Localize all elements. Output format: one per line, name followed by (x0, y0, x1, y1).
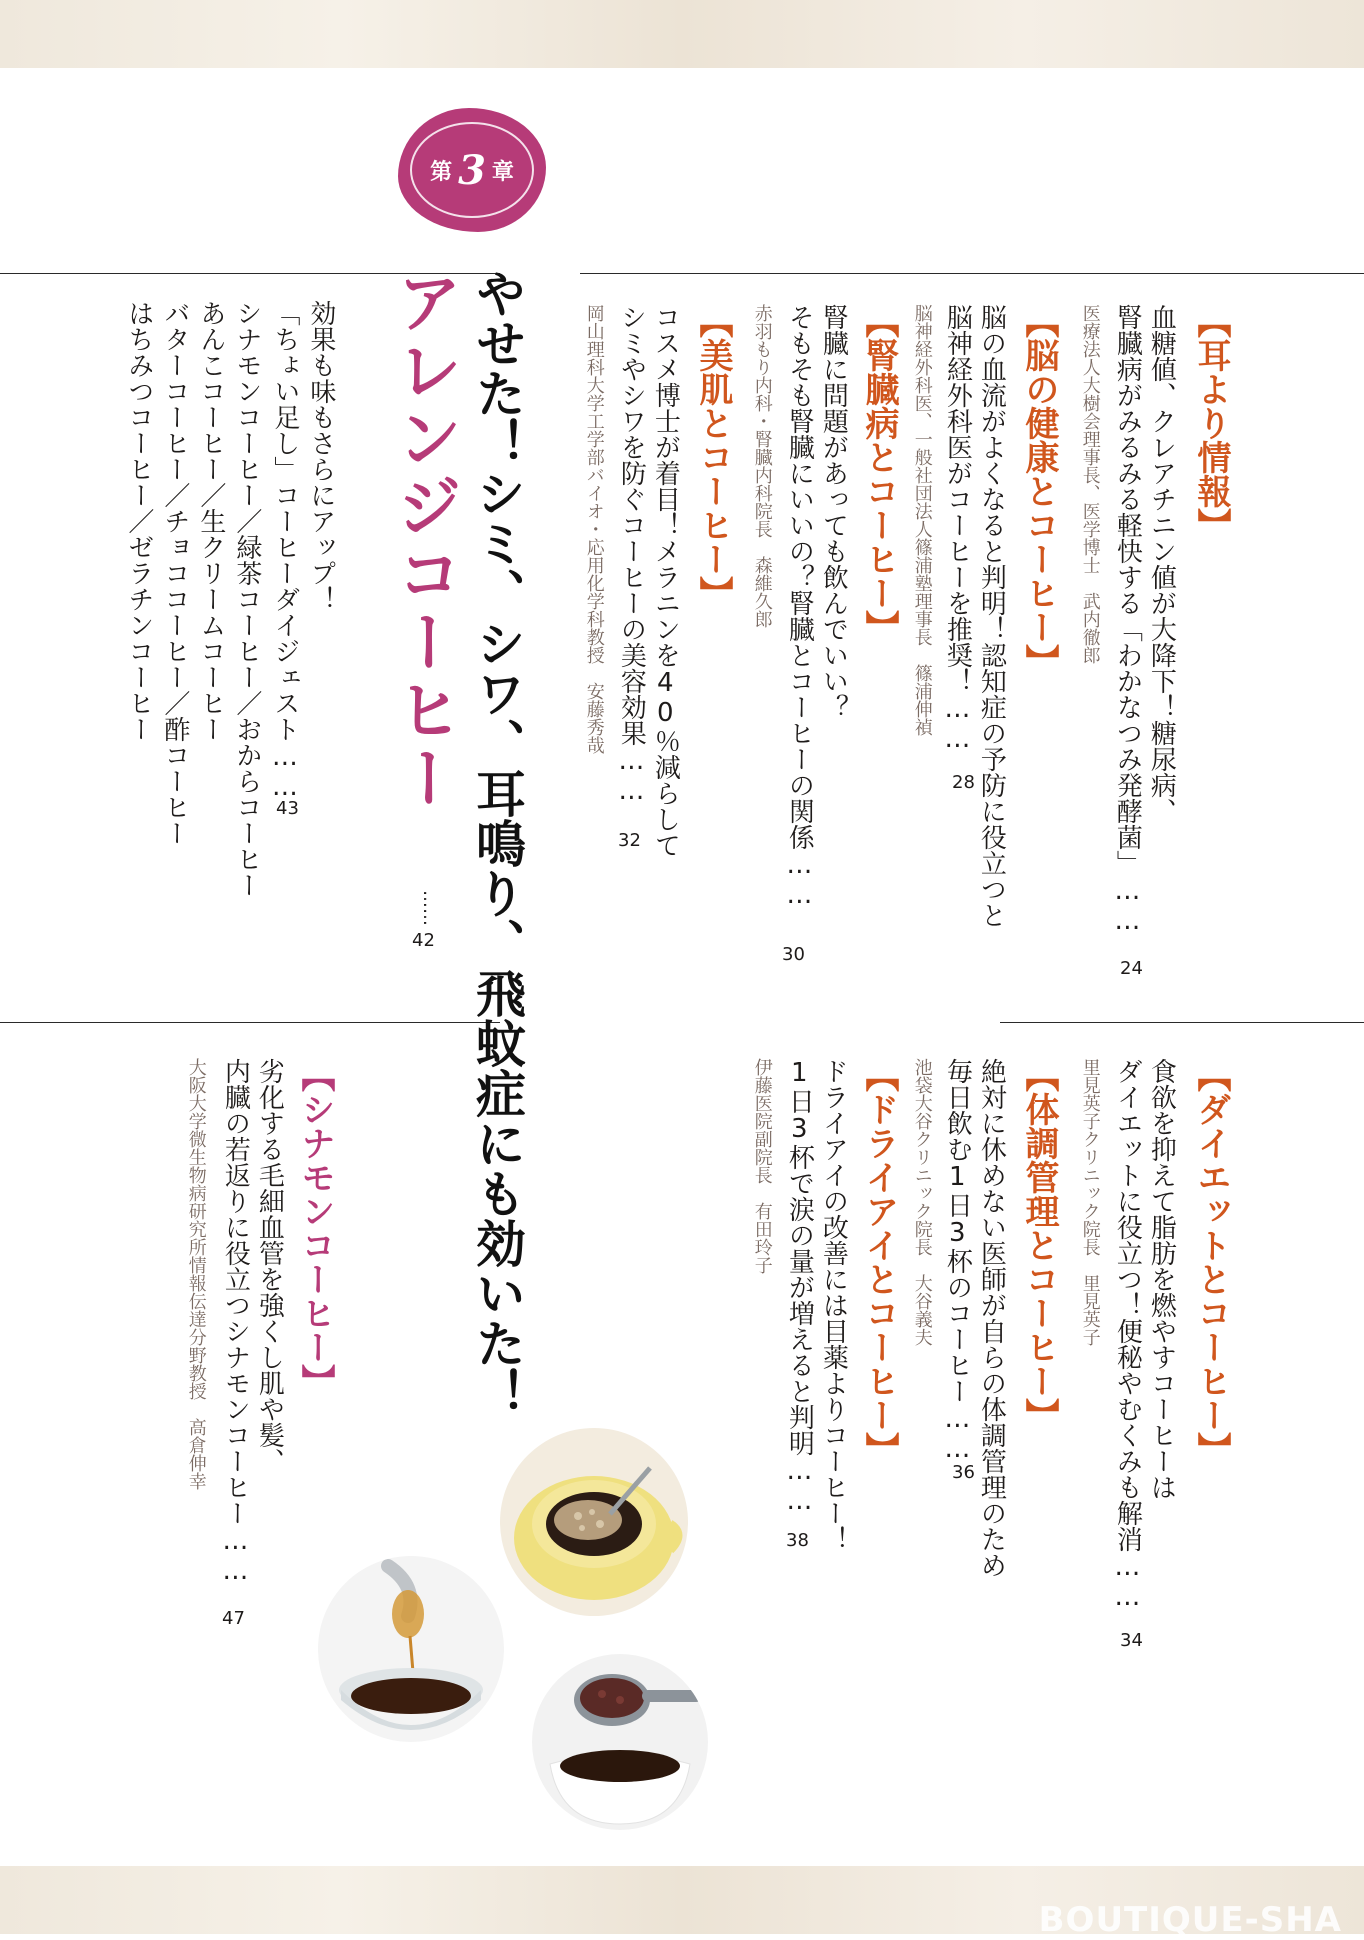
coffee-list-line: バターコーヒー／チョココーヒー／酢コーヒー (159, 300, 190, 846)
article-title-line: 脳神経外科医がコーヒーを推奨！…… (942, 304, 973, 754)
coffee-list-line: はちみつコーヒー／ゼラチンコーヒー (123, 300, 154, 742)
article-title-line: 劣化する毛細血管を強くし肌や髪、 (254, 1058, 285, 1474)
article-title-line: 1日3杯で涙の量が増えると判明…… (784, 1058, 815, 1516)
top-paper-band (0, 0, 1364, 68)
coffee-list-line: あんこコーヒー／生クリームコーヒー (195, 300, 226, 742)
digest-line: 「ちょい足し」コーヒーダイジェスト…… (269, 300, 300, 802)
article-page-number: 32 (618, 830, 641, 851)
article-title-line: 毎日飲む1日3杯のコーヒー…… (942, 1058, 973, 1464)
article-author: 赤羽もり内科・腎臓内科院長 森維久郎 (751, 304, 773, 628)
article-author: 脳神経外科医、一般社団法人篠浦塾理事長 篠浦伸禎 (911, 304, 933, 736)
article-author: 里見英子クリニック院長 里見英子 (1079, 1058, 1101, 1346)
feature-title: アレンジコーヒー (385, 268, 462, 812)
article-tag: 【腎臓病とコーヒー】 (859, 304, 899, 644)
divider-mid-left (0, 1022, 500, 1023)
feature-title-leader: …… (419, 890, 440, 926)
feature-headline: やせた！シミ、シワ、耳鳴り、飛蚊症にも効いた！ (468, 268, 526, 1418)
article-title-line: ドライアイの改善には目薬よりコーヒー！ (818, 1058, 849, 1552)
coffee-list-line: シナモンコーヒー／緑茶コーヒー／おからコーヒー (231, 300, 262, 898)
article-title-line: シミやシワを防ぐコーヒーの美容効果…… (616, 304, 647, 806)
article-title-line: そもそも腎臓にいいの？腎臓とコーヒーの関係…… (784, 304, 815, 910)
article-page-number: 47 (222, 1608, 245, 1629)
chapter-prefix: 第 (430, 159, 453, 185)
article-tag: 【体調管理とコーヒー】 (1019, 1058, 1059, 1432)
anko-coffee-photo (532, 1654, 708, 1830)
article-tag: 【ダイエットとコーヒー】 (1191, 1058, 1231, 1466)
chapter-badge (398, 108, 546, 232)
article-tag: 【耳より情報】 (1191, 304, 1231, 542)
article-author: 大阪大学微生物病研究所情報伝達分野教授 高倉伸幸 (185, 1058, 207, 1490)
article-title-line: ダイエットに役立つ！便秘やむくみも解消…… (1112, 1058, 1143, 1612)
article-page-number: 38 (786, 1530, 809, 1551)
article-tag: 【美肌とコーヒー】 (693, 304, 733, 610)
divider-top-right (580, 273, 1364, 274)
article-page-number: 34 (1120, 1630, 1143, 1651)
coffee-oat-photo (500, 1428, 688, 1616)
digest-page-number: 43 (276, 798, 299, 819)
honey-coffee-photo (318, 1556, 504, 1742)
article-page-number: 30 (782, 944, 805, 965)
article-title-line: 脳の血流がよくなると判明！認知症の予防に役立つと (976, 304, 1007, 928)
divider-mid-right (1000, 1022, 1364, 1023)
article-title-line: 腎臓病がみるみる軽快する「わかなつみ発酵菌」…… (1112, 304, 1143, 936)
article-page-number: 28 (952, 772, 975, 793)
article-author: 池袋大谷クリニック院長 大谷義夫 (911, 1058, 933, 1346)
digest-line: 効果も味もさらにアップ！ (305, 300, 336, 612)
chapter-suffix: 章 (491, 159, 514, 185)
article-author: 岡山理科大学工学部バイオ・応用化学科教授 安藤秀哉 (583, 304, 605, 754)
chapter-number: 3 (458, 146, 486, 194)
publisher-brand: BOUTIQUE-SHA (1038, 1900, 1342, 1940)
article-title-line: 絶対に休めない医師が自らの体調管理のため (976, 1058, 1007, 1578)
article-title-line: 血糖値、クレアチニン値が大降下！糖尿病、 (1146, 304, 1177, 824)
article-author: 伊藤医院副院長 有田玲子 (751, 1058, 773, 1274)
article-tag: 【ドライアイとコーヒー】 (859, 1058, 899, 1466)
article-title-line: 食欲を抑えて脂肪を燃やすコーヒーは (1146, 1058, 1177, 1500)
article-author: 医療法人大樹会理事長、医学博士 武内徹郎 (1079, 304, 1101, 664)
article-page-number: 24 (1120, 958, 1143, 979)
article-title-line: 内臓の若返りに役立つシナモンコーヒー…… (220, 1058, 251, 1586)
article-tag: 【シナモンコーヒー】 (295, 1058, 335, 1398)
article-title-line: 腎臓に問題があっても飲んでいい？ (818, 304, 849, 720)
article-title-line: コスメ博士が着目！メラニンを40％減らして (650, 304, 681, 858)
article-tag: 【脳の健康とコーヒー】 (1019, 304, 1059, 678)
feature-page-number: 42 (412, 930, 435, 951)
article-page-number: 36 (952, 1462, 975, 1483)
